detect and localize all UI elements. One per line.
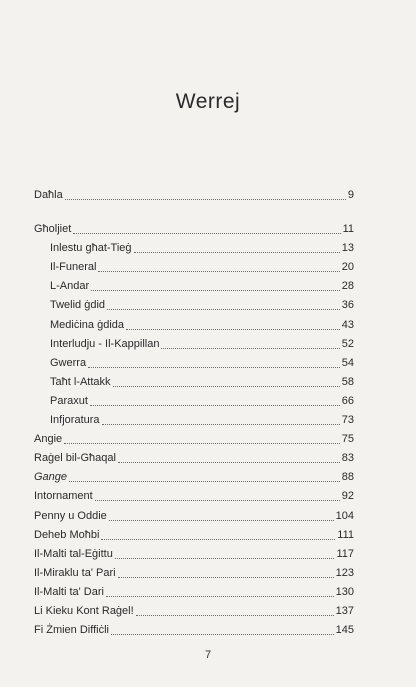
toc-entry-page: 9 (347, 189, 354, 201)
toc-entry-title: Twelid ġdid (50, 299, 106, 312)
dot-leader (95, 488, 340, 501)
dot-leader (98, 259, 339, 272)
toc-entry (34, 489, 354, 503)
toc-entry (34, 585, 354, 599)
dot-leader (101, 527, 335, 540)
dot-leader (118, 450, 340, 463)
toc-entry (50, 260, 354, 274)
toc-entry-page: 111 (337, 528, 354, 541)
toc-entry-page: 58 (341, 375, 354, 388)
toc-entry-page: 92 (341, 490, 354, 503)
dot-leader (136, 603, 334, 616)
toc-entry-page: 54 (341, 356, 354, 369)
dot-leader (107, 297, 340, 310)
dot-leader (118, 565, 334, 578)
toc-entry (34, 547, 354, 561)
toc-entry-title: Angie (34, 433, 63, 446)
toc-entry-page: 28 (341, 280, 354, 293)
dot-leader (109, 508, 334, 521)
toc-entry (34, 566, 354, 580)
toc-entry-page: 66 (341, 394, 354, 407)
toc-entry-page: 137 (335, 605, 354, 617)
toc-entry-page: 52 (341, 337, 354, 350)
dot-leader (102, 412, 340, 425)
toc-entry (50, 318, 354, 332)
dot-leader (65, 187, 346, 200)
page-title: Werrej (175, 90, 241, 113)
toc-entry-title: Infjoratura (50, 414, 100, 426)
toc-entry (50, 356, 354, 370)
toc-entry (34, 222, 354, 236)
toc-entry (50, 241, 354, 255)
toc-entry-page: 130 (335, 585, 354, 598)
toc-entry-title: Raġel bil-Għaqal (34, 452, 116, 465)
toc-entry-page: 73 (341, 414, 354, 426)
toc-entry (34, 432, 354, 446)
page-number: 7 (204, 649, 212, 661)
toc-entry (50, 337, 354, 351)
toc-entry-title: Il-Funeral (50, 261, 97, 274)
toc-entry-title: Li Kieku Kont Raġel! (34, 605, 134, 617)
toc-entry-title: L-Andar (50, 280, 90, 293)
toc-entry (50, 394, 354, 408)
toc-entry (50, 279, 354, 293)
toc-entry-page: 117 (336, 547, 354, 560)
toc-entry-title: Il-Miraklu ta' Pari (34, 566, 116, 579)
toc-entry-title: Daħla (34, 189, 63, 201)
toc-entry-title: Deheb Moħbi (34, 528, 100, 541)
toc-entry-page: 11 (342, 223, 354, 235)
toc-entry-title: Paraxut (50, 394, 88, 407)
dot-leader (88, 355, 340, 368)
dot-leader (113, 374, 340, 387)
toc-entry (50, 375, 354, 389)
dot-leader (90, 393, 340, 406)
toc-entry-page: 123 (335, 566, 354, 579)
dot-leader (91, 278, 340, 291)
dot-leader (106, 584, 334, 597)
toc-entry-title: Inlestu għat-Tieġ (50, 242, 132, 255)
dot-leader (161, 336, 339, 349)
toc-entry-page: 83 (341, 452, 354, 465)
toc-entry-page: 145 (335, 624, 354, 637)
toc-entry (34, 451, 354, 465)
toc-entry-title: Għoljiet (34, 223, 72, 235)
toc-entry (34, 470, 354, 484)
toc-entry (34, 509, 354, 523)
toc-entry-page: 20 (341, 261, 354, 274)
toc-entry-page: 43 (341, 318, 354, 331)
toc-entry-title: Mediċina ġdida (50, 318, 124, 331)
toc-entry-title: Penny u Oddie (34, 509, 107, 522)
toc-entry-page: 36 (341, 299, 354, 312)
toc-entry-title: Gwerra (50, 356, 87, 369)
toc-entry (50, 298, 354, 312)
dot-leader (64, 431, 340, 444)
dot-leader (73, 221, 340, 234)
dot-leader (69, 469, 340, 482)
toc-entry-title: Fi Żmien Diffiċli (34, 624, 109, 637)
toc-entry (50, 413, 354, 427)
toc-entry (34, 604, 354, 618)
toc-entry-title: Taħt l-Attakk (50, 375, 111, 388)
toc-entry (34, 528, 354, 542)
toc-entry (34, 623, 354, 637)
toc-entry-page: 75 (341, 433, 354, 446)
dot-leader (115, 546, 335, 559)
toc-entry-title: Il-Malti tal-Eġittu (34, 547, 113, 560)
toc-entry-title: Interludju - Il-Kappillan (50, 337, 160, 350)
toc-entry (34, 188, 354, 202)
toc-entry-page: 88 (341, 471, 354, 484)
toc-entry-title: Gange (34, 471, 68, 484)
toc-entry-page: 104 (335, 509, 354, 522)
dot-leader (111, 622, 334, 635)
dot-leader (134, 240, 340, 253)
toc-entry-title: Il-Malti ta' Dari (34, 585, 104, 598)
toc-entry-title: Intornament (34, 490, 93, 503)
toc-entry-page: 13 (341, 242, 354, 255)
dot-leader (126, 317, 340, 330)
